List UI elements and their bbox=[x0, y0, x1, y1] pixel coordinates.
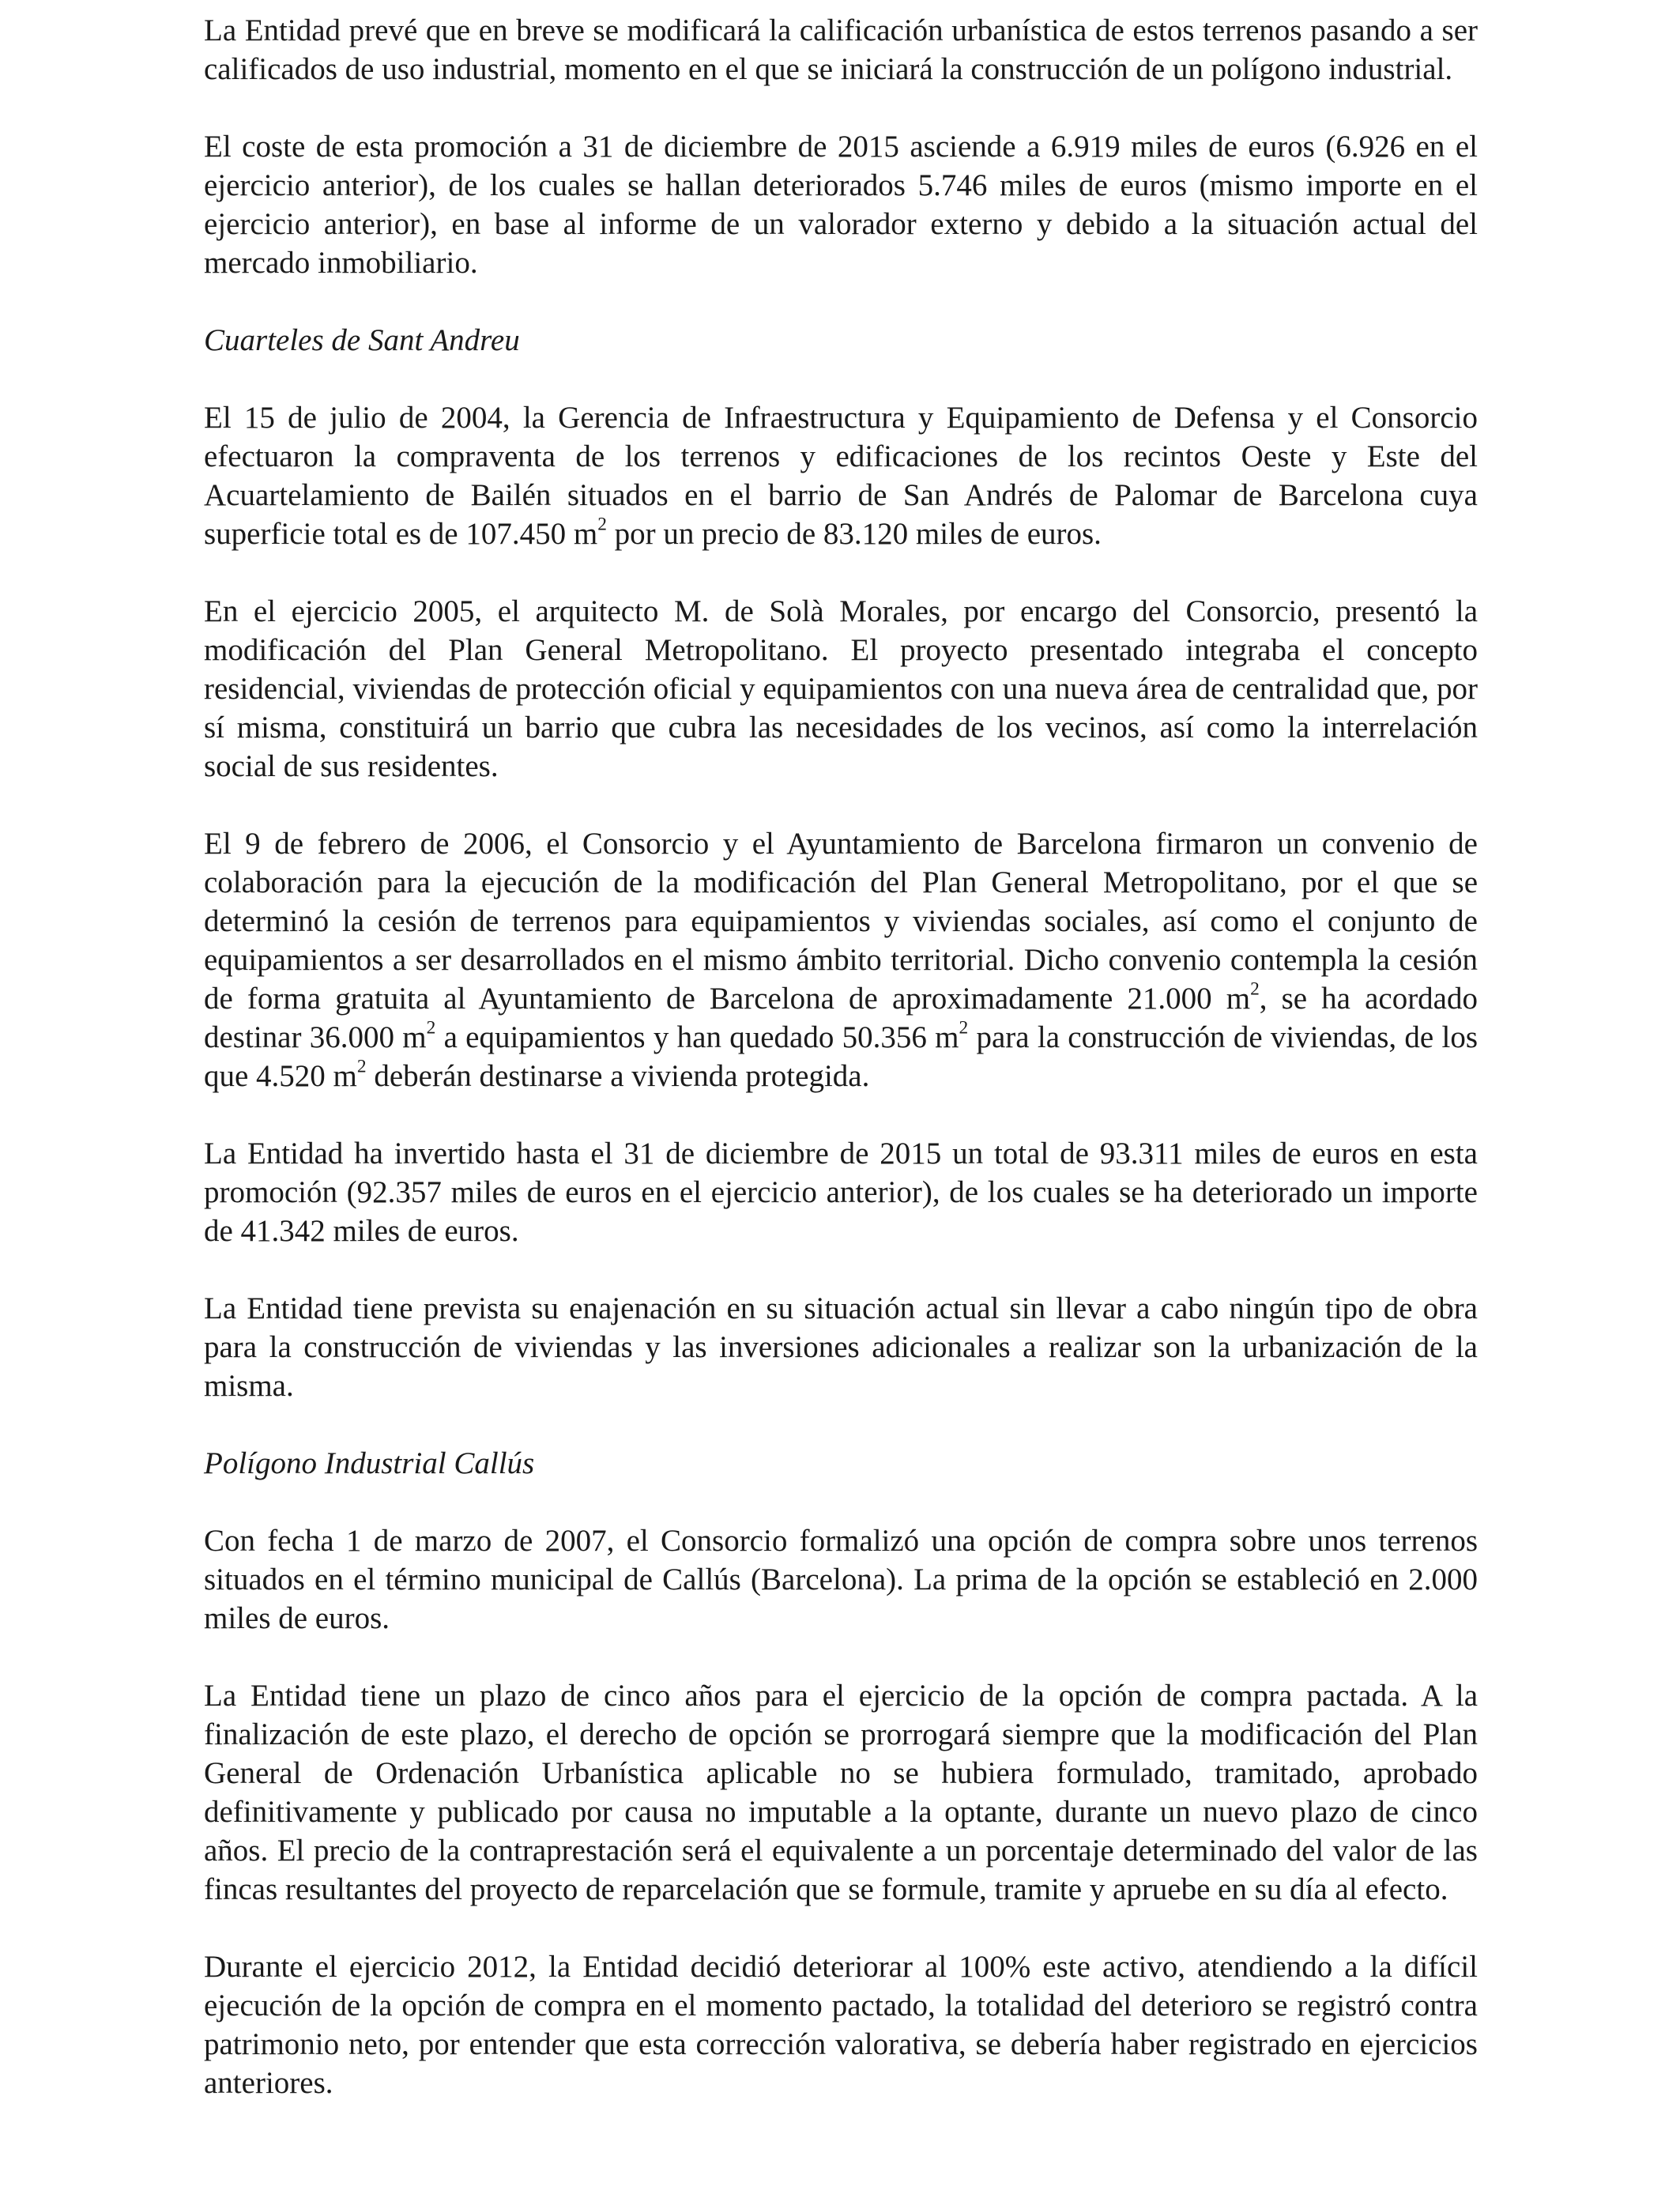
paragraph: En el ejercicio 2005, el arquitecto M. de Solà Morales, por encargo del Consorcio, presentó la modificación del Plan General Metropolitano. El proyecto presentado integraba el concepto residencial, viviendas de protección oficial y equipamientos con una nueva área de centralidad que, por sí misma, constituirá un barrio que cubra las necesidades de los vecinos, así como la interrelación social de sus residentes. bbox=[204, 594, 1478, 783]
paragraph: La Entidad tiene un plazo de cinco años para el ejercicio de la opción de compra pactada. A la finalización de este plazo, el derecho de opción se prorrogará siempre que la modificación del Plan General de Ordenación Urbanística aplicable no se hubiera formulado, tramitado, aprobado definitivamente y publicado por causa no imputable a la optante, durante un nuevo plazo de cinco años. El precio de la contraprestación será el equivalente a un porcentaje determinado del valor de las fincas resultantes del proyecto de reparcelación que se formule, tramite y apruebe en su día al efecto. bbox=[204, 1679, 1478, 1906]
section-heading: Polígono Industrial Callús bbox=[204, 1446, 535, 1480]
superscript: 2 bbox=[1250, 978, 1260, 1000]
paragraph: Con fecha 1 de marzo de 2007, el Consorcio formalizó una opción de compra sobre unos terrenos situados en el término municipal de Callús (Barcelona). La prima de la opción se estableció en 2.000 miles de euros. bbox=[204, 1524, 1478, 1635]
paragraph: Durante el ejercicio 2012, la Entidad decidió deteriorar al 100% este activo, atendiendo a la difícil ejecución de la opción de compra en el momento pactado, la totalidad del deterioro se registró contra patrimonio neto, por entender que esta corrección valorativa, se debería haber registrado en ejercicios anteriores. bbox=[204, 1950, 1478, 2100]
paragraph: La Entidad ha invertido hasta el 31 de diciembre de 2015 un total de 93.311 miles de euros en esta promoción (92.357 miles de euros en el ejercicio anterior), de los cuales se ha deteriorado un importe de 41.342 miles de euros. bbox=[204, 1137, 1478, 1248]
superscript: 2 bbox=[597, 514, 607, 535]
superscript: 2 bbox=[959, 1017, 969, 1039]
document-page bbox=[204, 11, 1478, 2102]
paragraph: La Entidad tiene prevista su enajenación en su situación actual sin llevar a cabo ningún tipo de obra para la construcción de viviendas y las inversiones adicionales a realizar son la urbanización de la misma. bbox=[204, 1291, 1478, 1403]
section-heading: Cuarteles de Sant Andreu bbox=[204, 323, 520, 357]
superscript: 2 bbox=[356, 1056, 367, 1077]
paragraph: El coste de esta promoción a 31 de diciembre de 2015 asciende a 6.919 miles de euros (6.926 en el ejercicio anterior), de los cuales se hallan deteriorados 5.746 miles de euros (mismo importe en el ejercicio anterior), en base al informe de un valorador externo y debido a la situación actual del mercado inmobiliario. bbox=[204, 130, 1478, 280]
paragraph: El 15 de julio de 2004, la Gerencia de Infraestructura y Equipamiento de Defensa y el Consorcio efectuaron la compraventa de los terrenos y edificaciones de los recintos Oeste y Este del Acuartelamiento de Bailén situados en el barrio de San Andrés de Palomar de Barcelona cuya superficie total es de 107.450 $m^2$ por un precio de 83.120 miles de euros. bbox=[204, 401, 1478, 551]
paragraph: La Entidad prevé que en breve se modificará la calificación urbanística de estos terrenos pasando a ser calificados de uso industrial, momento en el que se iniciará la construcción de un polígono industrial. bbox=[204, 13, 1478, 86]
superscript: 2 bbox=[426, 1017, 436, 1039]
paragraph: El 9 de febrero de 2006, el Consorcio y el Ayuntamiento de Barcelona firmaron un convenio de colaboración para la ejecución de la modificación del Plan General Metropolitano, por el que se determinó la cesión de terrenos para equipamientos y viviendas sociales, así como el conjunto de equipamientos a ser desarrollados en el mismo ámbito territorial. Dicho convenio contempla la cesión de forma gratuita al Ayuntamiento de Barcelona de aproximadamente 21.000 $m^2$, se ha acordado destinar 36.000 $m^2$ a equipamientos y han quedado 50.356 $m^2$ para la construcción de viviendas, de los que 4.520 $m^2$ deberán destinarse a vivienda protegida. bbox=[204, 827, 1478, 1093]
